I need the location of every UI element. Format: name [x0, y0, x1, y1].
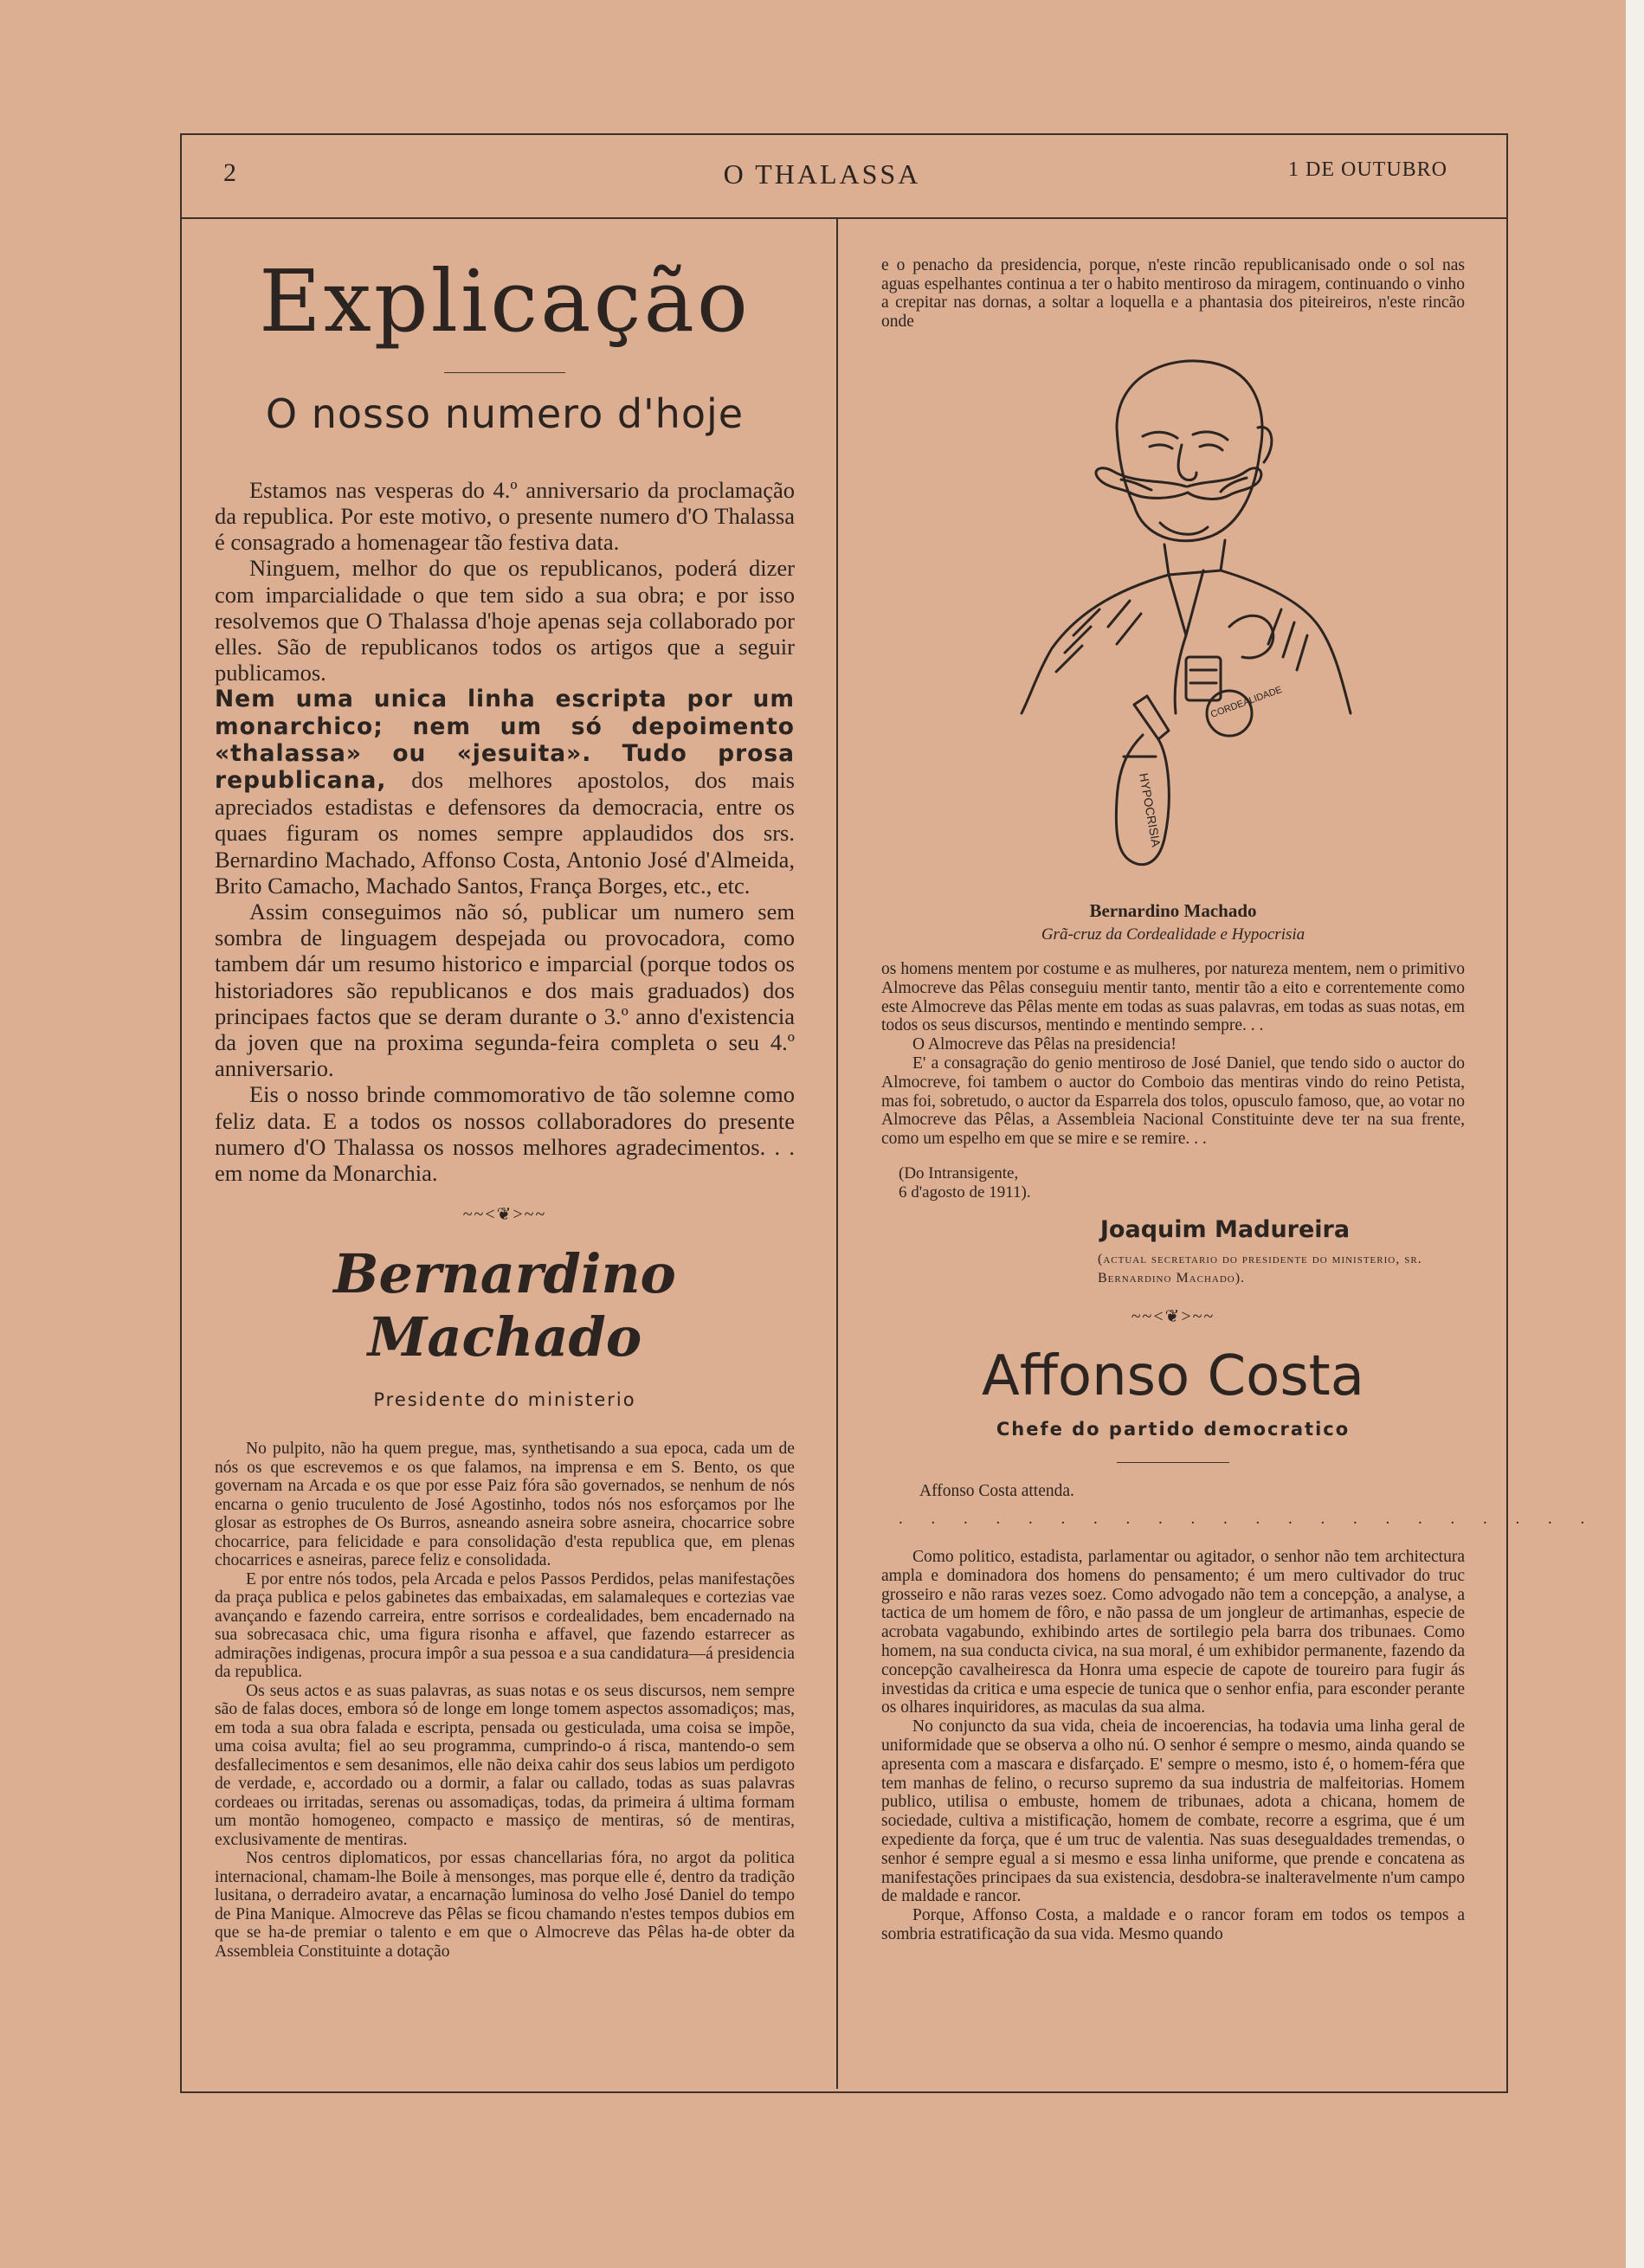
bottle-text: HYPOCRISIA — [1137, 771, 1164, 848]
column-divider — [836, 219, 838, 2089]
continuation-text: e o penacho da presidencia, porque, n'este rincão republicanisado onde o sol nas aguas espelhantes continua a ter o habito mentiroso da miragem, continuando o vinho a crepitar nas dornas, a soltar a loquella e a phantasia dos piteireiros, n'este rincão onde — [881, 256, 1465, 331]
bold-statement: Nem uma unica linha escripta por um monarchico; nem um só depoimento «thalassa» ou «jesuita». Tudo prosa republicana, — [215, 686, 795, 795]
article-paragraph: O Almocreve das Pêlas na presidencia! — [912, 1035, 1177, 1054]
affonso-intro: Affonso Costa attenda. — [919, 1481, 1074, 1500]
article-paragraph: Nos centros diplomaticos, por essas chancellarias fóra, no argot da politica internacional, chamam-lhe Boile à mensonges, mas porque elle é, dentro da tradição lusitana, o derradeiro avatar, a encarnação luminosa do velho José Daniel do tempo de Pina Manique. Almocreve das Pêlas se ficou chamando n'estes tempos dubios em que se ha-de premiar o talento e em que o Almocreve das Pêlas ha-de obter da Assembleia Constituinte a dotação — [215, 1849, 795, 1961]
article-paragraph: E' a consagração do genio mentiroso de José Daniel, que tendo sido o auctor do Almocreve, foi tambem o auctor do Comboio das mentiras vindo do reino Petista, mas foi, sobretudo, o auctor da Esparrela dos tolos, opusculo famoso, que, ao votar no Almocreve das Pêlas, a Assembleia Nacional Constituinte deve ter na sua frente, como um espelho em que se mire e se remire. . . — [881, 1053, 1465, 1149]
affonso-article — [881, 1548, 1465, 1944]
title-rule — [444, 372, 565, 373]
article-paragraph: Os seus actos e as suas palavras, as suas notas e os seus discursos, nem sempre são de falas doces, embora só de longe em longe tomem aspectos assomadiços; mas, em toda a sua obra falada e escripta, pensada ou gesticulada, uma coisa se impõe, uma coisa avulta; fiel ao seu programma, cumprindo-o á risca, mantendo-o sem desfallecimentos e sem desanimos, elle não deixa cahir dos seus labios um perdigoto de verdade, e, accordado ou a dormir, a falar ou callado, todas as suas palavras cordeaes ou irritadas, serenas ou assomadiças, todas, da primeira á ultima formam um montão homogeneo, compacto e massiço de mentiras, só de mentiras, exclusivamente de mentiras. — [215, 1681, 795, 1849]
explicacao-body — [215, 477, 795, 1186]
paper-edge — [1626, 0, 1644, 2268]
dots-separator: . . . . . . . . . . . . . . . . . . . . . . — [899, 1509, 1597, 1528]
source-dateline — [881, 1164, 1465, 1202]
issue-date: 1 DE OUTUBRO — [1288, 158, 1447, 181]
explicacao-subtitle: O nosso numero d'hoje — [265, 390, 745, 437]
article-paragraph: Como politico, estadista, parlamentar ou agitador, o senhor não tem architectura ampla e dominadora dos homens do pensamento; é um mero cultivador do truc grosseiro e não raras vezes soez. Como advogado não tem a concepção, a analyse, a tactica de um homem de fôro, e não passa de um jongleur de artimanhas, especie de acrobata vagabundo, exhibindo artes de sortilegio pela barra dos tribunaes. Como homem, na sua conducta civica, na sua moral, é um exhibidor permanente, fazendo da concepção cavalheiresca da Honra uma especie de capote de toureiro para fugir ás investidas da critica e uma especie de tunica que o senhor enfia, para esconder perante os olhares inquiridores, as maculas da sua alma. — [881, 1547, 1465, 1717]
intro-paragraph: Ninguem, melhor do que os republicanos, poderá dizer com imparcialidade o que tem sido a sua obra; e por isso resolvemos que O Thalassa d'hoje apenas seja collaborado por elles. São de republicanos todos os artigos que a seguir publicamos. — [215, 555, 795, 686]
caricature-name: Bernardino Machado — [1089, 900, 1257, 921]
bernardino-subtitle: Presidente do ministerio — [373, 1389, 636, 1411]
article-paragraph: os homens mentem por costume e as mulheres, por natureza mentem, nem o primitivo Almocreve das Pêlas conseguiu mentir tanto, mentir tão a eito e correntemente como este Almocreve das Pêlas mente em todas as suas palavras, em todas as suas notas, em todos os seus discursos, mentindo e mentindo sempre. . . — [881, 960, 1465, 1035]
source-line: (Do Intransigente, — [899, 1163, 1019, 1182]
article-paragraph: Porque, Affonso Costa, a maldade e o rancor foram em todos os tempos a sombria estratificação da sua vida. Mesmo quando — [881, 1906, 1465, 1943]
caricature-illustration — [970, 350, 1376, 886]
left-column — [215, 253, 795, 1961]
page-number: 2 — [223, 158, 237, 187]
medal-text: CORDEALIDADE — [1209, 684, 1284, 720]
closing-paragraph: Assim conseguimos não só, publicar um numero sem sombra de linguagem despejada ou provocadora, como tambem dár um resumo historico e imparcial (porque todos os historiadores são republicanos e dos mais graduados) dos principaes factos que se deram durante o 3.º anno d'existencia da joven que na proxima segunda-feira completa o seu 4.º anniversario. — [215, 899, 795, 1082]
affonso-title: Affonso Costa — [982, 1343, 1364, 1408]
closing-paragraph: Eis o nosso brinde commomorativo de tão solemne como feliz data. E a todos os nossos collaboradores do presente numero d'O Thalassa os nossos melhores agradecimentos. . . em nome da Monarchia. — [215, 1081, 795, 1187]
bold-continuation: dos melhores apostolos, dos mais apreciados estadistas e defensores da democracia, entre os quaes figuram os nomes sempre applaudidos dos srs. Bernardino Machado, Affonso Costa, Antonio José d'Almeida, Brito Camacho, Machado Santos, França Borges, etc., etc. — [215, 767, 795, 899]
caricature-description: Grã-cruz da Cordealidade e Hypocrisia — [1041, 925, 1306, 944]
article-paragraph: E por entre nós todos, pela Arcada e pelos Passos Perdidos, pelas manifestações da praça publica e pelos gabinetes das embaixadas, em salamaleques e cortezias vae avançando e fazendo carreira, entre sorrisos e cordealidades, bem encadernado na sua sobrecasaca chic, uma figura risonha e affavel, que fazendo estarrecer as admirações indigenas, procura impôr a sua pessoa e a sua candidatura—á presidencia da republica. — [215, 1569, 795, 1682]
ornament-divider: ~~<❦>~~ — [1131, 1306, 1215, 1326]
right-column — [881, 256, 1597, 1944]
header-rule — [180, 217, 1506, 219]
affonso-rule — [1117, 1462, 1229, 1463]
author-name: Joaquim Madureira — [1099, 1215, 1351, 1243]
affonso-subtitle: Chefe do partido democratico — [996, 1418, 1351, 1440]
article-paragraph: No pulpito, não ha quem pregue, mas, synthetisando a sua epoca, cada um de nós os que escrevemos e os que falamos, na imprensa e em S. Bento, os que governam na Arcada e os que por esse Paiz fóra são governados, se nenhum de nós encarna o genio truculento de José Agostinho, todos nós nos esforçamos por lhe glosar as estrophes de Os Burros, asneando asneira sobre asneira, chocarrice sobre chocarrice, para felicidade e para consolidação d'esta republica que, em plenas chocarrices e asneiras, parece feliz e consolidada. — [215, 1440, 795, 1570]
explicacao-title: Explicação — [259, 253, 751, 351]
ornament-divider: ~~<❦>~~ — [462, 1205, 547, 1225]
bernardino-article — [215, 1440, 795, 1961]
intro-paragraph: Estamos nas vesperas do 4.º anniversario da proclamação da republica. Por este motivo, o presente numero d'O Thalassa é consagrado a homenagear tão festiva data. — [215, 476, 795, 556]
publication-title: O THALASSA — [723, 158, 921, 190]
source-line: 6 d'agosto de 1911). — [899, 1182, 1031, 1202]
article-paragraph: No conjuncto da sua vida, cheia de incoerencias, ha todavia uma linha geral de uniformidade que se observa a olho nú. O senhor é sempre o mesmo, ainda quando se apresenta com a mascara e disfarçado. E' sempre o mesmo, isto é, o homem-féra que tem manhas de felino, o recurso supremo da sua industria de malfeitorias. Homem publico, utilisa o embuste, homem de tribunaes, adota a chicana, homem de sociedade, cultiva a mistificação, homem de combate, recorre a esgrima, que é um expediente da força, que é um truc de valentia. Nas suas desegualdades tremendas, o senhor é sempre egual a si mesmo e essa linha uniforme, que prende e concatena as manifestações principaes da sua existencia, desdobra-se inalteravelmente n'um campo de maldade e rancor. — [881, 1717, 1465, 1906]
madureira-article — [881, 960, 1465, 1149]
author-role: (actual secretario do presidente do ministerio, sr. Bernardino Machado). — [1098, 1251, 1422, 1285]
bernardino-title: Bernardino Machado — [333, 1242, 676, 1369]
